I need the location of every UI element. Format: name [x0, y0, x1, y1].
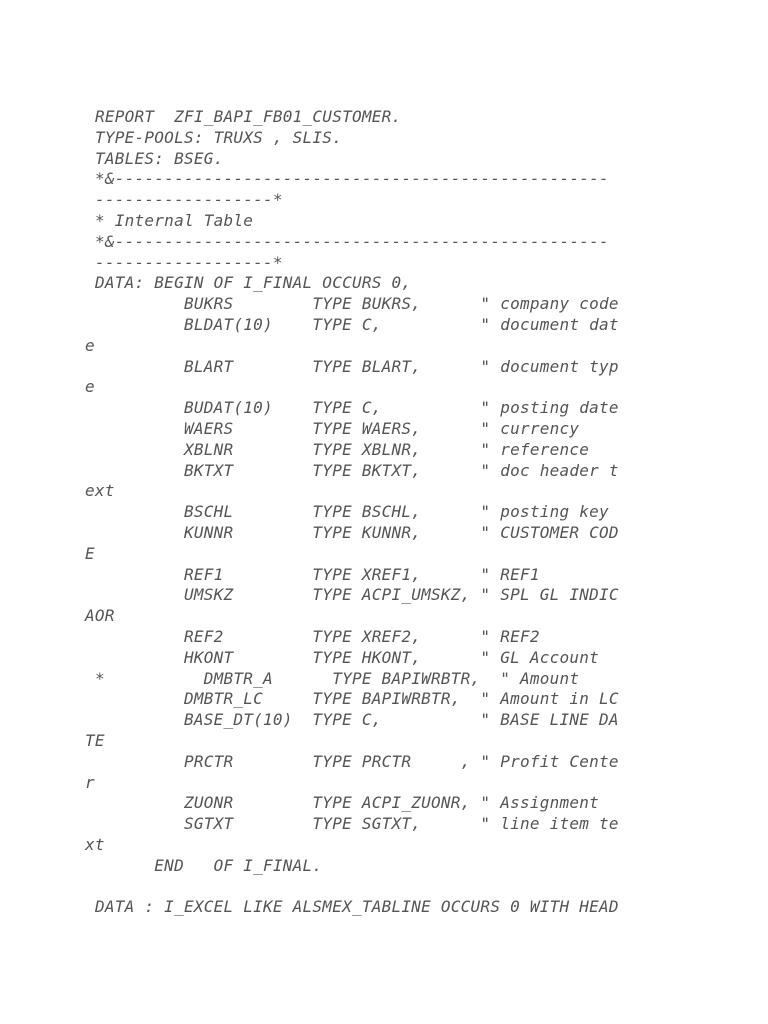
code-line-wrap: e [85, 335, 95, 355]
code-line-wrap: xt [85, 834, 105, 854]
code-line: BUKRS TYPE BUKRS, " company code [95, 294, 619, 314]
code-line: REF2 TYPE XREF2, " REF2 [95, 626, 540, 646]
code-line: TYPE-POOLS: TRUXS , SLIS. [95, 127, 343, 147]
code-line [95, 876, 619, 897]
code-line: ------------------* [95, 190, 283, 210]
code-line: DATA : I_EXCEL LIKE ALSMEX_TABLINE OCCURS 0 WITH HEAD [95, 897, 619, 917]
code-line: BSCHL TYPE BSCHL, " posting key [95, 502, 609, 522]
code-line-wrap: e [85, 377, 95, 397]
code-line: BLART TYPE BLART, " document typ [95, 356, 619, 376]
code-line: *&-------------------------------------------------- [95, 169, 609, 189]
code-line: DMBTR_LC TYPE BAPIWRBTR, " Amount in LC [95, 689, 619, 709]
code-line: BUDAT(10) TYPE C, " posting date [95, 398, 619, 418]
code-line: * DMBTR_A TYPE BAPIWRBTR, " Amount [95, 668, 580, 688]
code-line-wrap: AOR [85, 606, 115, 626]
code-line: XBLNR TYPE XBLNR, " reference [95, 439, 590, 459]
code-line: REF1 TYPE XREF1, " REF1 [95, 564, 540, 584]
code-line: BLDAT(10) TYPE C, " document dat [95, 314, 619, 334]
code-line: WAERS TYPE WAERS, " currency [95, 418, 580, 438]
code-line: END OF I_FINAL. [95, 855, 323, 875]
code-line: ------------------* [95, 252, 283, 272]
code-line: HKONT TYPE HKONT, " GL Account [95, 647, 600, 667]
code-line: BKTXT TYPE BKTXT, " doc header t [95, 460, 619, 480]
code-line-wrap: TE [85, 730, 105, 750]
code-line: PRCTR TYPE PRCTR , " Profit Cente [95, 751, 619, 771]
code-line: ZUONR TYPE ACPI_ZUONR, " Assignment [95, 793, 600, 813]
code-line: SGTXT TYPE SGTXT, " line item te [95, 814, 619, 834]
code-line-wrap: r [85, 772, 95, 792]
code-line: BASE_DT(10) TYPE C, " BASE LINE DA [95, 710, 619, 730]
code-line-wrap: ext [85, 481, 115, 501]
code-listing [85, 107, 619, 918]
code-line: REPORT ZFI_BAPI_FB01_CUSTOMER. [95, 107, 402, 126]
code-line: * Internal Table [95, 210, 254, 230]
code-line: KUNNR TYPE KUNNR, " CUSTOMER COD [95, 522, 619, 542]
code-line: DATA: BEGIN OF I_FINAL OCCURS 0, [95, 273, 412, 293]
code-line: TABLES: BSEG. [95, 148, 224, 168]
code-line: UMSKZ TYPE ACPI_UMSKZ, " SPL GL INDIC [95, 585, 619, 605]
code-line-wrap: E [85, 543, 95, 563]
code-line: *&-------------------------------------------------- [95, 231, 609, 251]
